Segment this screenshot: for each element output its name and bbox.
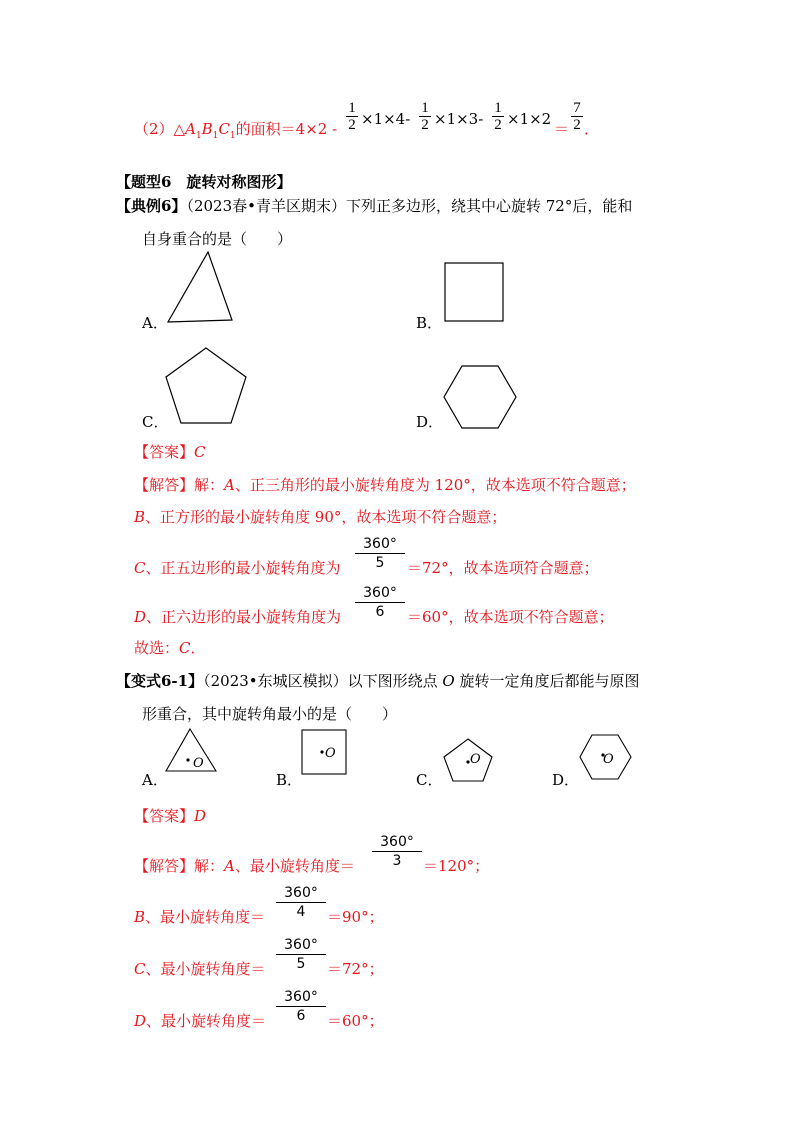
variant-line2: 形重合，其中旋转角最小的是（ ） [142,705,398,723]
numerator: 1 [421,100,429,116]
option-a-triangle-figure [160,248,240,328]
variant-option-d-label: D． [552,771,580,789]
variant-solution-4 [134,1010,266,1031]
numerator: 360° [284,989,318,1005]
variant-solution-2-after: ＝90°； [327,908,384,926]
example-question: （2023春•青羊区期末）下列正多边形，绕其中心旋转 72°后，能和 [186,197,633,215]
answer-value: D [194,807,207,825]
option-a-label: A． [142,314,168,332]
vertex-a: A [185,120,196,138]
variant-a-center-label: O [193,756,204,771]
variant-option-b-label: B． [276,771,303,789]
solution-text: 、正三角形的最小旋转角度为 120°，故本选项不符合题意； [234,476,636,494]
solution-text: 、最小旋转角度＝ [145,908,266,926]
solution-text: 、最小旋转角度＝ [146,1012,267,1030]
solution-letter: C [134,960,146,978]
section-heading: 【题型6 旋转对称图形】 [116,173,292,191]
conclusion-end: ． [190,639,206,657]
option-b-square-figure [440,262,510,332]
solution-text: 、正方形的最小旋转角度 90°，故本选项不符合题意； [145,508,507,526]
option-d-label: D． [416,413,444,431]
variant-d-center-label: O [603,752,614,767]
option-c-label: C． [142,413,169,431]
denominator: 2 [348,117,356,133]
solution-tag: 【解答】 [134,857,195,875]
numerator: 7 [573,100,581,116]
subscript: 1 [195,131,202,141]
denominator: 3 [392,853,402,869]
example-tag: 【典例6】 [116,197,187,215]
example-solution-4 [134,606,341,627]
numerator: 1 [494,100,502,116]
variant-solution-4-after: ＝60°； [327,1012,384,1030]
variant-answer [134,805,206,826]
vertex-c: C [218,120,230,138]
solution-text: 、最小旋转角度＝ [234,857,355,875]
denominator: 2 [494,117,502,133]
example-answer [134,441,206,462]
fraction-4 [570,100,584,133]
part2-term2: ×1×3- [434,110,484,128]
fraction-3 [491,100,505,133]
variant-option-a-label: A． [142,771,168,789]
part2-term1: ×1×4- [361,110,411,128]
subscript: 1 [229,131,236,141]
solution-tag: 【解答】 [134,476,195,494]
example-solution-3 [134,557,341,578]
numerator: 360° [363,585,397,601]
fraction-1 [345,100,359,133]
numerator: 360° [284,885,318,901]
fraction-360-4 [276,885,326,920]
example-solution-3-after: ＝72°，故本选项符合题意； [407,559,599,577]
solution-letter: D [134,608,147,626]
solution-text: 、正五边形的最小旋转角度为 [145,559,341,577]
variant-solution-3-after: ＝72°； [327,960,384,978]
conclusion-letter: C [179,639,191,657]
answer-value: C [194,443,206,461]
point-o: O [442,672,455,690]
denominator: 6 [375,604,385,620]
variant-c-center-label: O [470,752,481,767]
option-b-label: B． [416,314,443,332]
solution-letter: D [134,1012,147,1030]
part2-line [134,118,337,141]
denominator: 2 [573,117,581,133]
denominator: 5 [296,956,306,972]
denominator: 6 [296,1008,306,1024]
solution-intro: 解： [194,857,225,875]
solution-text: 、最小旋转角度＝ [145,960,266,978]
variant-solution-1-after: ＝120°； [423,857,490,875]
variant-solution-1 [134,855,355,876]
variant-question-cont: 旋转一定角度后都能与原图 [454,672,640,690]
denominator: 4 [296,904,306,920]
solution-letter: C [134,559,146,577]
answer-tag: 【答案】 [134,807,195,825]
vertex-b: B [201,120,213,138]
numerator: 360° [284,937,318,953]
variant-solution-3 [134,958,266,979]
part2-end: ． [584,120,600,138]
subscript: 1 [212,131,219,141]
example-line1 [116,195,632,216]
solution-text: 、正六边形的最小旋转角度为 [146,608,342,626]
example-conclusion [134,637,206,658]
part2-term3: ×1×2 [507,110,552,128]
variant-b-center-label: O [325,746,336,761]
fraction-2 [418,100,432,133]
solution-letter: B [134,508,146,526]
area-text: 的面积＝4×2 - [235,120,338,138]
denominator: 2 [421,117,429,133]
fraction-360-3 [372,834,422,869]
denominator: 5 [375,555,385,571]
variant-solution-2 [134,906,265,927]
numerator: 360° [380,834,414,850]
fraction-360-5 [355,536,405,571]
example-line2: 自身重合的是（ ） [142,230,293,248]
numerator: 360° [363,536,397,552]
triangle-symbol: △ [173,120,186,138]
example-solution-1 [134,474,636,495]
option-c-pentagon-figure [162,344,252,434]
option-d-hexagon-figure [440,362,520,432]
example-solution-4-after: ＝60°，故本选项不符合题意； [407,608,614,626]
part2-equals: ＝ [554,120,570,138]
variant-tag: 【变式6-1】 [116,672,204,690]
example-solution-2 [134,506,506,527]
conclusion-text: 故选： [134,639,180,657]
part2-prefix: （2） [134,120,174,138]
solution-letter: A [224,857,235,875]
numerator: 1 [348,100,356,116]
variant-option-c-label: C． [416,771,443,789]
fraction-360-6 [355,585,405,620]
variant-question: （2023•东城区模拟）以下图形绕点 [203,672,443,690]
variant-line1 [116,670,640,691]
solution-letter: B [134,908,146,926]
answer-tag: 【答案】 [134,443,195,461]
fraction-360-6b [276,989,326,1024]
solution-intro: 解： [194,476,225,494]
solution-letter: A [224,476,235,494]
fraction-360-5b [276,937,326,972]
